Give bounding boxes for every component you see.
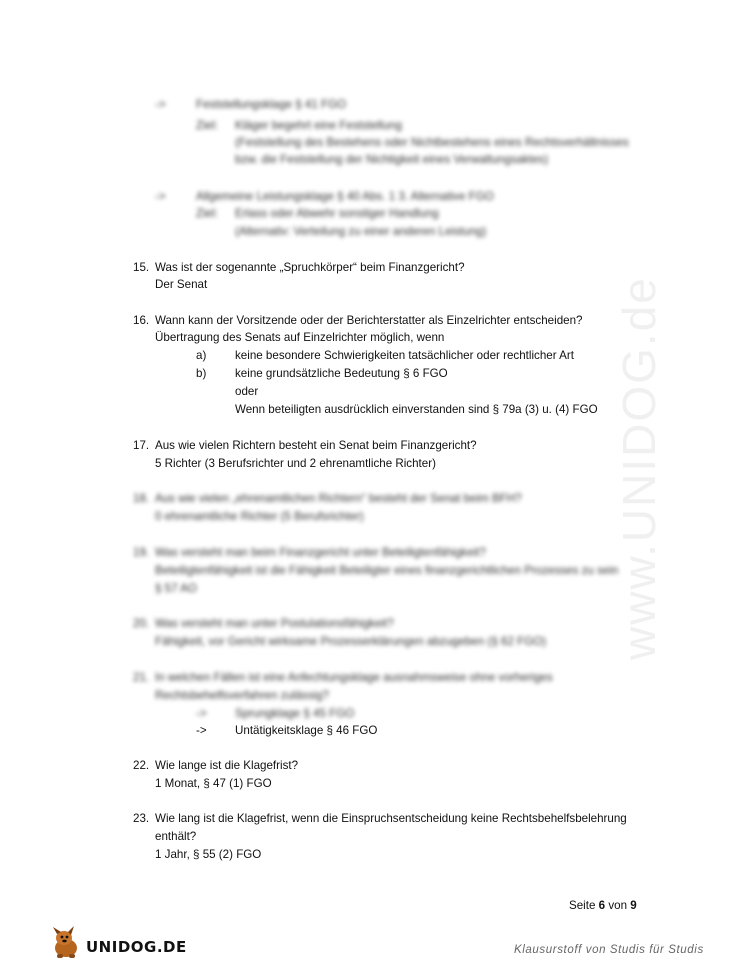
answer-text: Fähigkeit, vor Gericht wirksame Prozesserklärungen abzugeben (§ 62 FGO) <box>155 635 547 648</box>
question-text: Wie lang ist die Klagefrist, wenn die Einspruchsentscheidung keine Rechtsbehelfsbelehrung <box>155 812 627 825</box>
answer-text: Beteiligtenfähigkeit ist die Fähigkeit Beteiligter eines finanzgerichtlichen Prozesses zu sein <box>155 564 619 577</box>
question-text: enthält? <box>155 830 197 843</box>
question-text: Was ist der sogenannte „Spruchkörper“ beim Finanzgericht? <box>155 261 465 274</box>
question-number: 21. <box>133 671 150 684</box>
blurred-text: (Alternativ: Verteilung zu einer anderen Leistung) <box>235 225 487 238</box>
blurred-label: Ziel: <box>196 119 218 132</box>
list-label: b) <box>196 367 207 380</box>
question-text: In welchen Fällen ist eine Anfechtungsklage ausnahmsweise ohne vorheriges <box>155 671 553 684</box>
answer-text: 0 ehrenamtliche Richter (5 Berufsrichter) <box>155 510 364 523</box>
watermark: www.UNIDOG.de <box>613 276 665 660</box>
question-number: 20. <box>133 617 150 630</box>
blurred-heading: Feststellungsklage § 41 FGO <box>196 98 347 111</box>
question-text: Was versteht man beim Finanzgericht unter Beteiligtenfähigkeit? <box>155 546 486 559</box>
list-item: Untätigkeitsklage § 46 FGO <box>235 724 378 737</box>
question-number: 18. <box>133 492 150 505</box>
blurred-text: Erlass oder Abwehr sonstiger Handlung <box>235 207 439 220</box>
answer-text: § 57 AO <box>155 582 197 595</box>
blurred-label: Ziel: <box>196 207 218 220</box>
question-text: Aus wie vielen „ehrenamtlichen Richtern“ besteht der Senat beim BFH? <box>155 492 522 505</box>
answer-text: 1 Jahr, § 55 (2) FGO <box>155 848 262 861</box>
question-number: 17. <box>133 439 150 452</box>
question-number: 15. <box>133 261 150 274</box>
page-number <box>569 899 637 912</box>
list-item: Sprungklage § 45 FGO <box>235 707 355 720</box>
list-item: Wenn beteiligten ausdrücklich einverstanden sind § 79a (3) u. (4) FGO <box>235 403 598 416</box>
footer-slogan: Klausurstoff von Studis für Studis <box>514 944 704 956</box>
page-prefix: Seite <box>569 899 596 912</box>
question-text: Aus wie vielen Richtern besteht ein Senat beim Finanzgericht? <box>155 439 477 452</box>
answer-text: 1 Monat, § 47 (1) FGO <box>155 777 272 790</box>
arrow-marker: -> <box>196 707 207 720</box>
blurred-text: bzw. die Feststellung der Nichtigkeit eines Verwaltungsaktes) <box>235 153 549 166</box>
question-text: Was versteht man unter Postulationsfähigkeit? <box>155 617 394 630</box>
list-label: a) <box>196 349 207 362</box>
list-connector: oder <box>235 385 259 398</box>
page-mid: von <box>608 899 628 912</box>
question-text: Wann kann der Vorsitzende oder der Berichterstatter als Einzelrichter entscheiden? <box>155 314 583 327</box>
logo-text: UNIDOG.DE <box>86 938 187 956</box>
list-item: keine grundsätzliche Bedeutung § 6 FGO <box>235 367 448 380</box>
arrow-marker: -> <box>155 190 166 203</box>
question-number: 19. <box>133 546 150 559</box>
answer-text: 5 Richter (3 Berufsrichter und 2 ehrenamtliche Richter) <box>155 457 436 470</box>
answer-text: Der Senat <box>155 278 208 291</box>
page-current: 6 <box>598 899 606 912</box>
blurred-heading: Allgemeine Leistungsklage § 40 Abs. 1 3. Alternative FGO <box>196 190 494 203</box>
page-total: 9 <box>630 899 637 912</box>
arrow-marker: -> <box>196 724 207 737</box>
arrow-marker: -> <box>155 98 166 111</box>
question-text: Rechtsbehelfsverfahren zulässig? <box>155 689 330 702</box>
question-number: 23. <box>133 812 150 825</box>
unidog-logo <box>52 926 187 960</box>
question-number: 16. <box>133 314 150 327</box>
answer-text: Übertragung des Senats auf Einzelrichter möglich, wenn <box>155 331 445 344</box>
blurred-text: (Feststellung des Bestehens oder Nichtbestehens eines Rechtsverhältnisses <box>235 136 629 149</box>
blurred-text: Kläger begehrt eine Feststellung <box>235 119 402 132</box>
question-text: Wie lange ist die Klagefrist? <box>155 759 299 772</box>
question-number: 22. <box>133 759 150 772</box>
list-item: keine besondere Schwierigkeiten tatsächlicher oder rechtlicher Art <box>235 349 574 362</box>
